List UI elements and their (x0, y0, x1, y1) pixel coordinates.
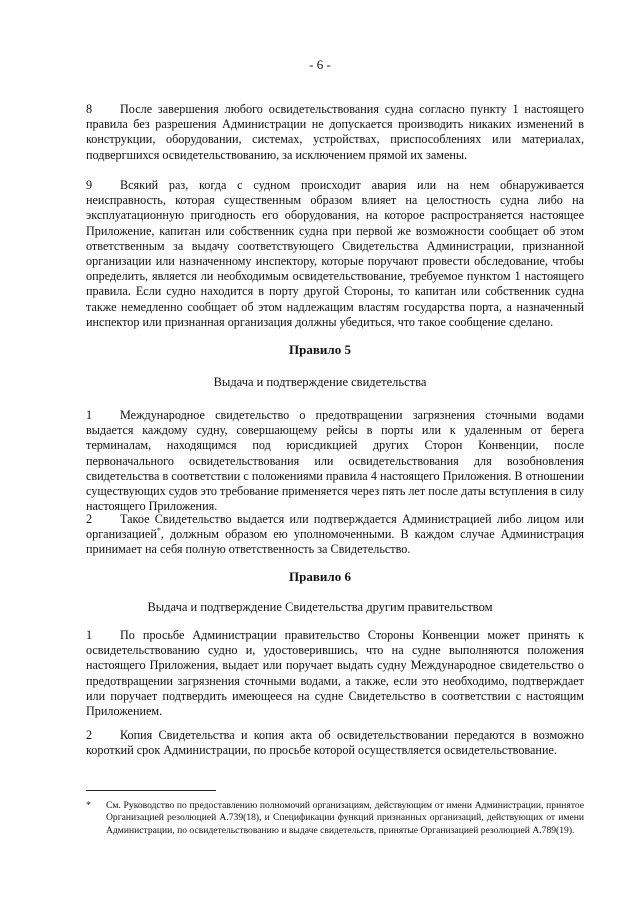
rule-5-paragraph-2 (86, 512, 584, 558)
paragraph-number: 8 (86, 102, 93, 116)
paragraph-text: После завершения любого освидетельствования судна согласно пункту 1 настоящего правила без разрешения Администрации не допускается производить никаких изменений в конструкции, оборудовании, системах, устройствах, приспособлениях или материалах, подвергшихся освидетельствованию, за исключением прямой их замены. (86, 102, 584, 162)
paragraph-number: 9 (86, 178, 93, 192)
rule-6-paragraph-1 (86, 628, 584, 719)
page-number: - 6 - (309, 57, 331, 72)
footnote (86, 800, 584, 837)
rule-6-heading: Правило 6 (289, 569, 351, 584)
paragraph-8 (86, 102, 584, 163)
footnote-divider (86, 790, 216, 791)
paragraph-number: 1 (86, 408, 93, 422)
paragraph-9 (86, 178, 584, 330)
footnote-reference[interactable]: * (156, 526, 161, 536)
paragraph-text: Копия Свидетельства и копия акта об освидетельствовании передаются в возможно короткий срок Администрации, по просьбе которой осуществляется освидетельствование. (86, 728, 584, 758)
rule-5-paragraph-1 (86, 408, 584, 514)
paragraph-text: Всякий раз, когда с судном происходит авария или на нем обнаруживается неисправность, которая существенным образом влияет на целостность судна либо на эксплуатационную пригодность его оборудования, на которое распространяется настоящее Приложение, капитан или собственник судна при первой же возможности сообщает об этом ответственным за выдачу соответствующего Свидетельства Администрации, признанной организации или назначенному инспектору, которые поручают провести обследование, чтобы определить, является ли необходимым освидетельствование, требуемое пунктом 1 настоящего правила. Если судно находится в порту другой Стороны, то капитан или собственник судна также немедленно сообщает об этом надлежащим властям государства порта, а назначенный инспектор или признанная организация должны убедиться, что такое сообщение сделано. (86, 178, 584, 329)
footnote-text: См. Руководство по предоставлению полномочий организациям, действующим от имени Администрации, принятое Организацией резолюцией A.739(18), и Спецификации функций признанных организаций, действующих от имени Администрации, по освидетельствованию и выдаче свидетельств, принятые Организацией резолюцией A.789(19). (106, 800, 584, 836)
rule-6-paragraph-2 (86, 728, 584, 758)
paragraph-text: По просьбе Администрации правительство Стороны Конвенции может принять к освидетельствованию судно и, удостоверившись, что на судне выполняются положения настоящего Приложения, выдает или поручает выдать судну Международное свидетельство о предотвращении загрязнения сточными водами, а также, если это необходимо, подтверждает или поручает подтвердить имеющееся на судне Свидетельство в соответствии с настоящим Приложением. (86, 628, 584, 719)
rule-6-subheading: Выдача и подтверждение Свидетельства другим правительством (147, 600, 493, 614)
paragraph-number: 2 (86, 512, 93, 526)
paragraph-text-continued: , должным образом ею уполномоченными. В каждом случае Администрация принимает на себя полную ответственность за Свидетельство. (86, 527, 584, 557)
rule-5-subheading: Выдача и подтверждение свидетельства (213, 375, 427, 389)
rule-5-heading: Правило 5 (289, 342, 351, 357)
paragraph-number: 2 (86, 728, 93, 742)
paragraph-text: Международное свидетельство о предотвращении загрязнения сточными водами выдается каждому судну, совершающему рейсы в порты или к удаленным от берега терминалам, находящимся под юрисдикцией других Сторон Конвенции, после первоначального освидетельствования или освидетельствования для возобновления свидетельства в соответствии с положениями правила 4 настоящего Приложения. В отношении существующих судов это требование применяется через пять лет после даты вступления в силу настоящего Приложения. (86, 408, 584, 514)
footnote-marker: * (86, 800, 91, 811)
paragraph-text: Такое Свидетельство выдается или подтверждается Администрацией либо лицом или организацией (86, 512, 584, 542)
paragraph-number: 1 (86, 628, 93, 642)
